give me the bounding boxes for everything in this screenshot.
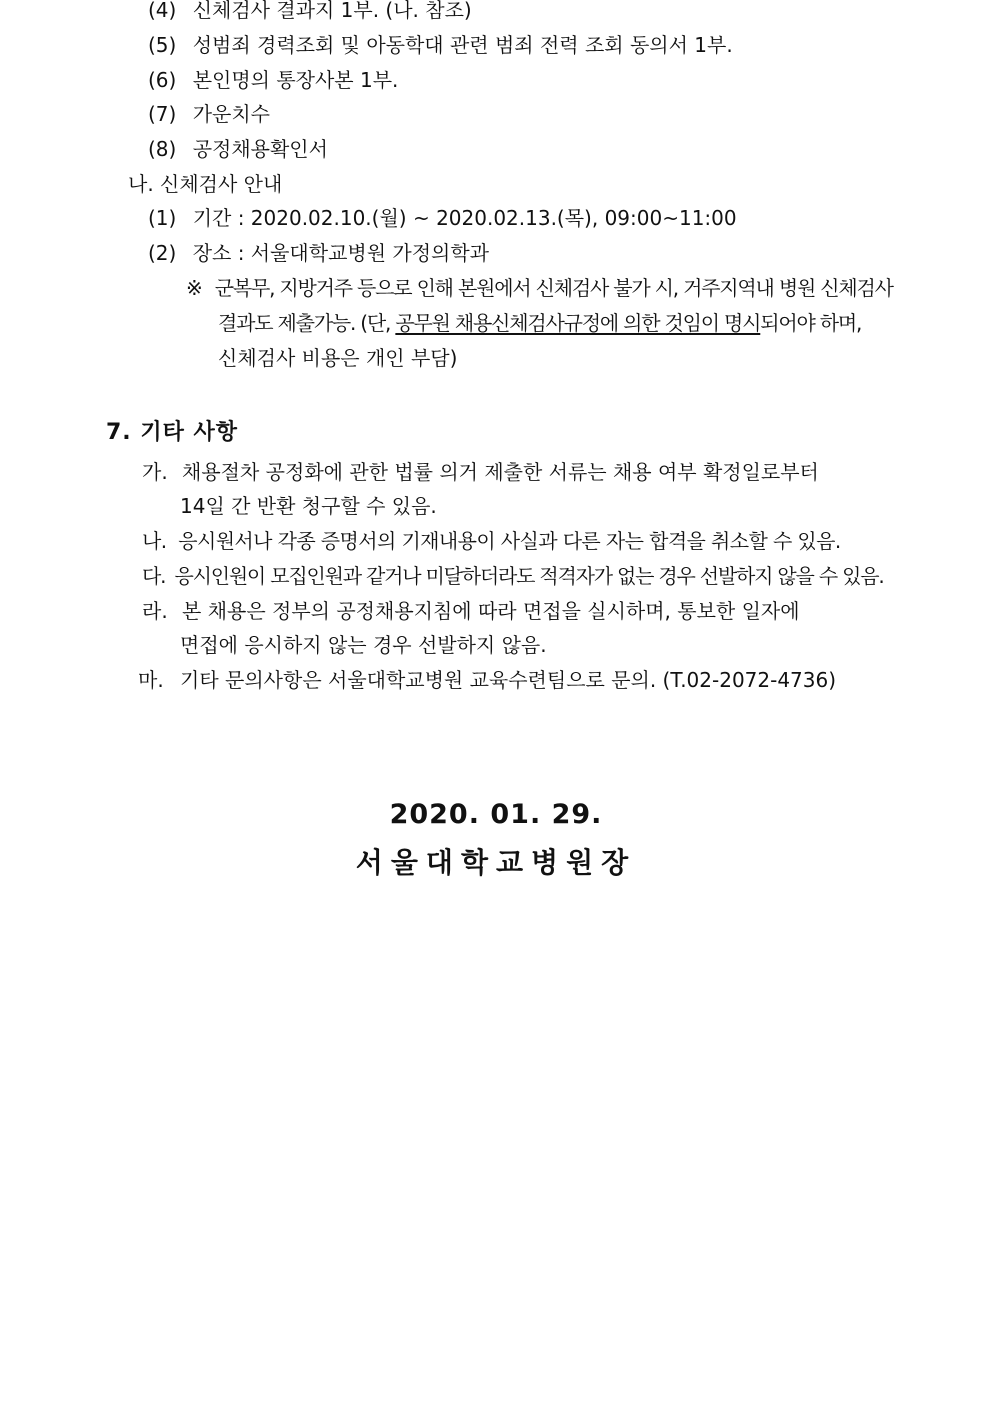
item-text: 채용절차 공정화에 관한 법률 의거 제출한 서류는 채용 여부 확정일로부터 <box>182 460 819 484</box>
issuer-signature: 서울대학교병원장 <box>355 846 637 879</box>
place-number: (2) <box>148 241 177 265</box>
section-7-item-ga-cont: 14일 간 반환 청구할 수 있음. <box>180 494 437 518</box>
doc-item-number: (4) <box>148 0 177 22</box>
period-number: (1) <box>148 206 177 230</box>
doc-item-number: (8) <box>148 137 177 161</box>
item-text: 본 채용은 정부의 공정채용지침에 따라 면접을 실시하며, 통보한 일자에 <box>182 599 800 623</box>
doc-item-text: 공정채용확인서 <box>192 137 328 161</box>
doc-item-5 <box>148 31 733 59</box>
doc-item-text: 신체검사 결과지 1부. (나. 참조) <box>192 0 472 22</box>
item-label: 마. <box>138 668 164 692</box>
medical-check-period <box>148 204 737 232</box>
doc-item-7 <box>148 100 270 128</box>
doc-item-8 <box>148 135 328 163</box>
medical-check-title: 나. 신체검사 안내 <box>128 172 283 196</box>
item-label: 라. <box>142 599 168 623</box>
doc-item-6 <box>148 66 398 94</box>
doc-item-4 <box>148 0 472 24</box>
doc-item-text: 가운치수 <box>192 102 270 126</box>
section-7-item-ra <box>142 597 800 625</box>
note-text-2-underlined: 공무원 채용신체검사규정에 의한 것임이 명시 <box>395 311 761 335</box>
note-text-2-post: 되어야 하며, <box>760 311 862 335</box>
section-7-title: 7. 기타 사항 <box>106 420 238 445</box>
doc-item-number: (7) <box>148 102 177 126</box>
place-text: 장소 : 서울대학교병원 가정의학과 <box>192 241 489 265</box>
doc-item-text: 본인명의 통장사본 1부. <box>192 68 399 92</box>
item-label: 가. <box>142 460 168 484</box>
item-text: 응시원서나 각종 증명서의 기재내용이 사실과 다른 자는 합격을 취소할 수 있음. <box>178 529 841 553</box>
section-7-item-da <box>142 562 884 590</box>
section-7-item-ga <box>142 458 819 486</box>
note-line-1 <box>186 274 893 302</box>
section-7-item-na <box>142 527 841 555</box>
medical-check-place <box>148 239 489 267</box>
reference-mark: ※ <box>186 276 202 300</box>
item-label: 나. <box>142 529 167 553</box>
doc-item-number: (6) <box>148 68 177 92</box>
note-line-3: 신체검사 비용은 개인 부담) <box>218 346 458 370</box>
item-text: 응시인원이 모집인원과 같거나 미달하더라도 적격자가 없는 경우 선발하지 않을 수 있음. <box>174 564 884 588</box>
doc-item-number: (5) <box>148 33 177 57</box>
note-line-2 <box>218 309 861 337</box>
item-text: 기타 문의사항은 서울대학교병원 교육수련팀으로 문의. (T.02-2072-4736) <box>180 668 837 692</box>
period-text: 기간 : 2020.02.10.(월) ~ 2020.02.13.(목), 09:00~11:00 <box>192 206 737 230</box>
section-7-item-ra-cont: 면접에 응시하지 않는 경우 선발하지 않음. <box>180 633 547 657</box>
document-date: 2020. 01. 29. <box>389 799 603 830</box>
note-text-1: 군복무, 지방거주 등으로 인해 본원에서 신체검사 불가 시, 거주지역내 병원 신체검사 <box>214 276 893 300</box>
section-7-item-ma <box>138 666 836 694</box>
item-label: 다. <box>142 564 166 588</box>
note-text-2-pre: 결과도 제출가능. (단, <box>218 311 396 335</box>
doc-item-text: 성범죄 경력조회 및 아동학대 관련 범죄 전력 조회 동의서 1부. <box>192 33 733 57</box>
